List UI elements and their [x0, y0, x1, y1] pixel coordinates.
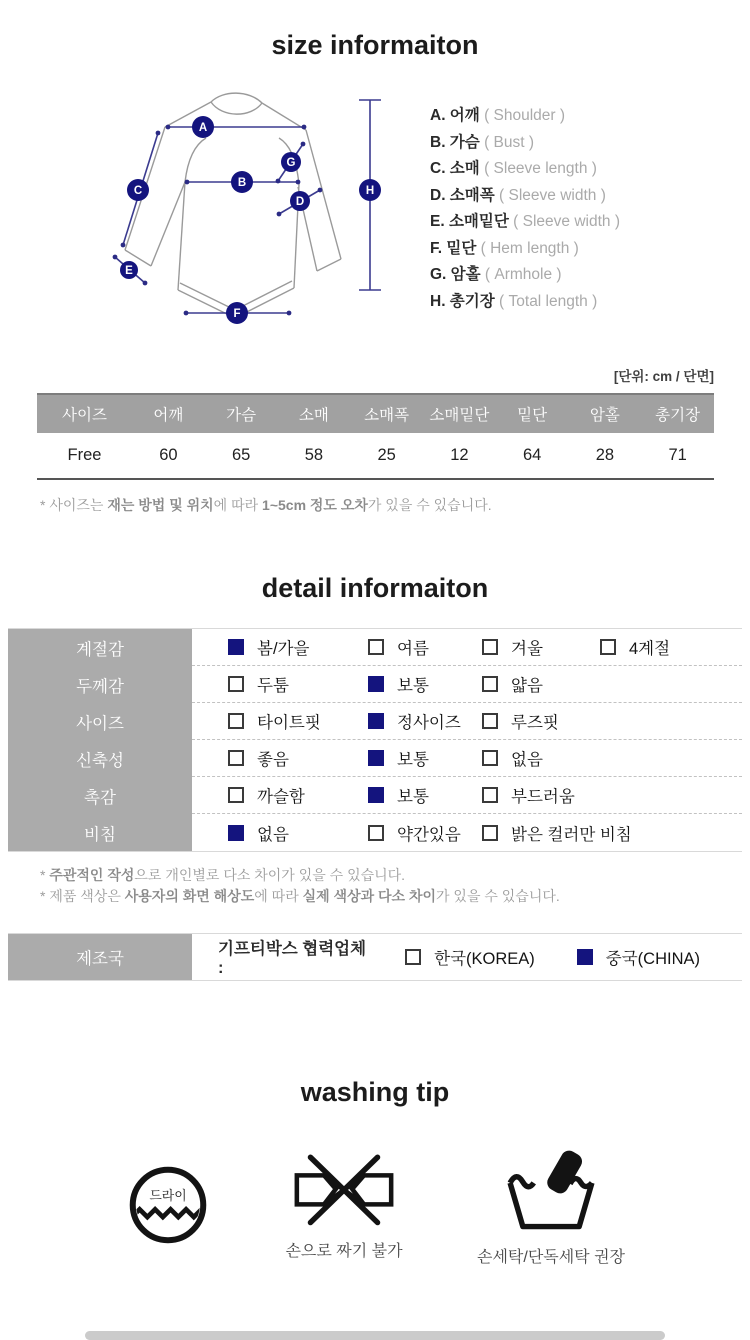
origin-table	[8, 933, 742, 981]
detail-option-label: 밝은 컬러만 비침	[511, 825, 632, 844]
measurement-lines	[115, 100, 381, 313]
detail-option-label: 타이트핏	[257, 714, 321, 733]
size-table-cell: 28	[569, 433, 642, 479]
detail-row-label: 촉감	[8, 777, 192, 814]
detail-option-label: 루즈핏	[511, 714, 559, 733]
origin-row	[8, 934, 742, 980]
detail-option	[228, 746, 368, 770]
size-table-cell: 60	[132, 433, 205, 479]
detail-option-label: 보통	[397, 751, 429, 770]
size-table-cell: 58	[278, 433, 351, 479]
badge-d: D	[295, 196, 305, 208]
wash-label-handwash: 손세탁/단독세탁 권장	[477, 1248, 625, 1266]
detail-option-label: 여름	[397, 640, 429, 659]
detail-option	[368, 783, 482, 807]
checkbox-unchecked-icon	[482, 639, 498, 655]
checkbox-checked-icon	[368, 750, 384, 766]
note-bold-text: 1~5cm 정도 오차	[262, 497, 368, 513]
legend-english-label: ( Armhole )	[484, 266, 562, 283]
detail-row	[8, 703, 742, 740]
badge-e: E	[125, 265, 133, 277]
size-table-header-cell: 밑단	[496, 394, 569, 433]
detail-option-label: 정사이즈	[397, 714, 461, 733]
bottom-divider-bar	[85, 1331, 665, 1340]
detail-option-label: 겨울	[511, 640, 543, 659]
note-bold-text: 실제 색상과 다소 차이	[302, 887, 436, 904]
note-text: * 사이즈는	[40, 497, 108, 513]
size-table	[37, 393, 714, 480]
origin-content	[192, 934, 742, 980]
badge-b: B	[237, 177, 247, 189]
detail-option	[368, 635, 482, 659]
size-table-header-cell: 소매	[278, 394, 351, 433]
checkbox-unchecked-icon	[228, 676, 244, 692]
legend-korean-label: F. 밑단	[430, 239, 481, 257]
hand-wash-icon	[501, 1150, 601, 1234]
origin-label: 제조국	[8, 934, 192, 980]
legend-english-label: ( Hem length )	[480, 239, 579, 257]
dry-clean-text: 드라이	[149, 1187, 187, 1203]
legend-item	[430, 183, 620, 210]
checkbox-unchecked-icon	[405, 949, 421, 965]
detail-option-label: 중국(CHINA)	[605, 949, 700, 968]
detail-note	[40, 886, 750, 906]
legend-item	[430, 130, 620, 157]
size-table-header-cell: 총기장	[641, 394, 714, 433]
size-table-header-row	[37, 394, 714, 433]
detail-option	[368, 821, 482, 845]
note-text: *	[40, 867, 50, 884]
size-note	[40, 495, 750, 515]
size-table-header-cell: 가슴	[205, 394, 278, 433]
wash-label-no-wring: 손으로 짜기 불가	[285, 1242, 403, 1260]
detail-option	[228, 635, 368, 659]
checkbox-unchecked-icon	[482, 787, 498, 803]
detail-option-label: 까슬함	[257, 788, 305, 807]
detail-option-label: 보통	[397, 677, 429, 696]
legend-english-label: ( Sleeve width )	[499, 186, 606, 204]
note-text: 에 따라	[213, 497, 263, 513]
size-table-row	[37, 433, 714, 479]
legend-english-label: ( Sleeve length )	[484, 160, 597, 177]
detail-option	[482, 746, 600, 770]
legend-item	[430, 209, 620, 236]
size-table-cell: 12	[423, 433, 496, 479]
detail-option-label: 없음	[511, 751, 543, 770]
badge-h: H	[365, 185, 375, 197]
detail-option	[228, 709, 368, 733]
checkbox-checked-icon	[368, 713, 384, 729]
detail-row	[8, 777, 742, 814]
detail-option	[482, 709, 600, 733]
origin-prefix: 기프티박스 협력업체 :	[218, 940, 367, 978]
size-table-cell: 65	[205, 433, 278, 479]
detail-option	[577, 945, 700, 969]
badge-f: F	[233, 308, 241, 320]
legend-item	[430, 262, 620, 289]
legend-item	[430, 236, 620, 263]
detail-option-label: 좋음	[257, 751, 289, 770]
detail-option-label: 보통	[397, 788, 429, 807]
detail-row-label: 신축성	[8, 740, 192, 777]
detail-option	[228, 821, 368, 845]
dry-clean-icon	[125, 1162, 211, 1248]
detail-row-options	[192, 777, 742, 814]
size-table-cell: 64	[496, 433, 569, 479]
note-bold-text: 사용자의 화면 해상도	[124, 887, 255, 904]
shirt-measurement-diagram-icon	[108, 87, 408, 347]
detail-option	[482, 821, 632, 845]
detail-option-label: 한국(KOREA)	[434, 949, 535, 968]
wash-item-no-wring	[283, 1150, 405, 1261]
checkbox-unchecked-icon	[482, 713, 498, 729]
legend-english-label: ( Sleeve width )	[513, 213, 620, 230]
detail-row-options	[192, 703, 742, 740]
checkbox-unchecked-icon	[482, 676, 498, 692]
detail-row-options	[192, 814, 742, 851]
checkbox-unchecked-icon	[228, 750, 244, 766]
size-table-header-cell: 소매폭	[350, 394, 423, 433]
do-not-wring-icon	[283, 1150, 405, 1228]
checkbox-unchecked-icon	[482, 750, 498, 766]
wash-item-handwash	[477, 1150, 625, 1267]
legend-english-label: ( Bust )	[484, 133, 535, 151]
detail-option-label: 4계절	[629, 640, 671, 659]
checkbox-unchecked-icon	[228, 787, 244, 803]
detail-row-label: 비침	[8, 814, 192, 851]
detail-row-options	[192, 740, 742, 777]
size-table-header-cell: 소매밑단	[423, 394, 496, 433]
badge-c: C	[133, 185, 143, 197]
detail-row-label: 계절감	[8, 629, 192, 666]
washing-section-title: washing tip	[300, 1076, 450, 1107]
size-table-header-cell: 사이즈	[37, 394, 132, 433]
detail-option	[228, 672, 368, 696]
detail-row	[8, 814, 742, 851]
checkbox-unchecked-icon	[228, 713, 244, 729]
detail-option	[482, 783, 600, 807]
note-text: 으로 개인별로 다소 차이가 있을 수 있습니다.	[134, 867, 406, 884]
detail-option	[482, 672, 600, 696]
legend-english-label: ( Total length )	[499, 292, 598, 310]
wash-item-dry	[125, 1162, 211, 1248]
legend-korean-label: H. 총기장	[430, 292, 500, 310]
size-table-cell: 25	[350, 433, 423, 479]
detail-option-label: 봄/가을	[257, 640, 310, 659]
legend-item	[430, 103, 620, 130]
note-bold-text: 주관적인 작성	[49, 867, 135, 884]
note-text: 가 있을 수 있습니다.	[436, 887, 560, 904]
checkbox-checked-icon	[228, 825, 244, 841]
checkbox-unchecked-icon	[482, 825, 498, 841]
detail-option	[228, 783, 368, 807]
legend-korean-label: A. 어깨	[430, 107, 485, 124]
checkbox-unchecked-icon	[368, 825, 384, 841]
detail-option	[368, 746, 482, 770]
checkbox-checked-icon	[577, 949, 593, 965]
detail-table	[8, 628, 742, 852]
detail-row-options	[192, 666, 742, 703]
detail-notes	[40, 865, 750, 906]
size-table-header-cell: 어깨	[132, 394, 205, 433]
note-text: * 제품 색상은	[40, 887, 125, 904]
badge-a: A	[198, 122, 208, 134]
size-section-title: size informaiton	[271, 30, 479, 60]
size-table-header-cell: 암홀	[569, 394, 642, 433]
checkbox-unchecked-icon	[368, 639, 384, 655]
unit-note: [단위: cm / 단면]	[613, 369, 714, 384]
detail-option-label: 두툼	[257, 677, 289, 696]
detail-option-label: 없음	[257, 825, 289, 844]
detail-option	[368, 709, 482, 733]
checkbox-checked-icon	[228, 639, 244, 655]
size-diagram	[0, 87, 750, 359]
checkbox-checked-icon	[368, 676, 384, 692]
detail-section-title: detail informaiton	[261, 573, 489, 604]
size-table-cell: 71	[641, 433, 714, 479]
note-text: 에 따라	[254, 887, 303, 904]
detail-row-label: 두께감	[8, 666, 192, 703]
detail-row-options	[192, 629, 742, 666]
detail-option	[482, 635, 600, 659]
detail-row	[8, 666, 742, 703]
checkbox-checked-icon	[368, 787, 384, 803]
legend-english-label: ( Shoulder )	[484, 107, 566, 124]
detail-row	[8, 629, 742, 666]
size-table-cell: Free	[37, 433, 132, 479]
detail-option	[405, 945, 535, 969]
detail-option-label: 얇음	[511, 677, 543, 696]
legend-korean-label: E. 소매밑단	[430, 213, 514, 230]
detail-row-label: 사이즈	[8, 703, 192, 740]
detail-option-label: 약간있음	[397, 825, 461, 844]
legend-korean-label: D. 소매폭	[430, 186, 500, 204]
note-bold-text: 재는 방법 및 위치	[107, 497, 214, 513]
legend-item	[430, 156, 620, 183]
measure-legend	[430, 103, 620, 315]
legend-item	[430, 289, 620, 316]
checkbox-unchecked-icon	[600, 639, 616, 655]
legend-korean-label: B. 가슴	[430, 133, 485, 151]
legend-korean-label: G. 암홀	[430, 266, 485, 283]
detail-note	[40, 865, 750, 885]
legend-korean-label: C. 소매	[430, 160, 485, 177]
washing-icons-row	[0, 1150, 750, 1267]
detail-row	[8, 740, 742, 777]
detail-option	[368, 672, 482, 696]
detail-option	[600, 635, 742, 659]
badge-g: G	[286, 157, 296, 169]
note-text: 가 있을 수 있습니다.	[367, 497, 492, 513]
detail-option-label: 부드러움	[511, 788, 575, 807]
